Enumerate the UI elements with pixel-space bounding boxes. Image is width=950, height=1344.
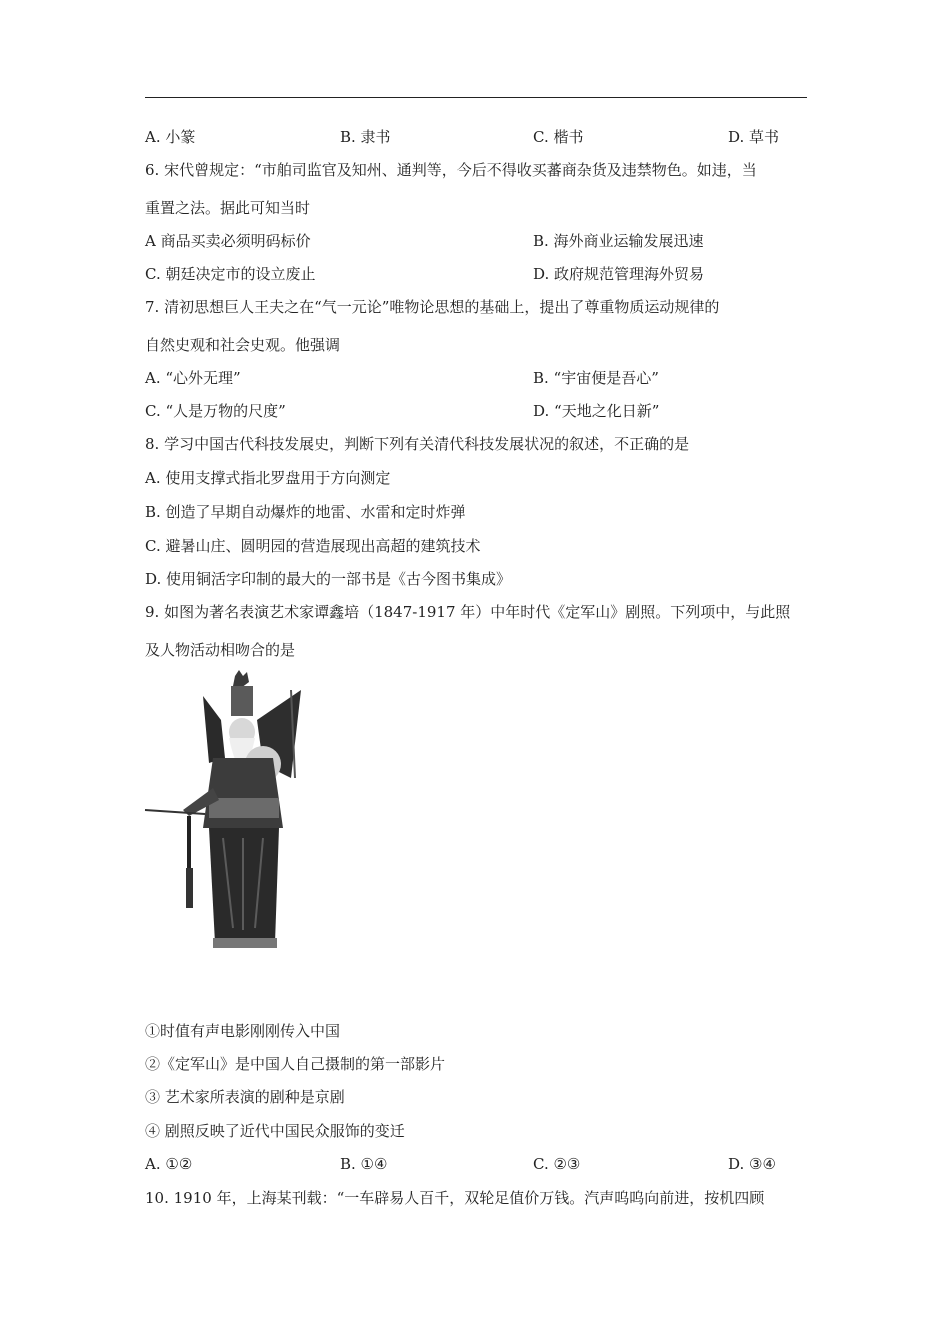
q7-option-d: D. “天地之化日新” (533, 402, 660, 420)
q9-statement-3: ③ 艺术家所表演的剧种是京剧 (145, 1088, 345, 1106)
q9-option-b: B. ①④ (340, 1155, 388, 1173)
q9-statement-1: ①时值有声电影刚刚传入中国 (145, 1022, 341, 1040)
q8-option-a: A. 使用支撑式指北罗盘用于方向测定 (145, 469, 391, 487)
q6-option-b: B. 海外商业运输发展迅速 (533, 232, 704, 250)
q9-statement-4: ④ 剧照反映了近代中国民众服饰的变迁 (145, 1122, 405, 1140)
q7-option-a: A. “心外无理” (145, 369, 241, 387)
q6-stem-line1: 6. 宋代曾规定：“市舶司监官及知州、通判等，今后不得收买蕃商杂货及违禁物色。如违，当 (145, 161, 757, 179)
q6-option-a: A 商品买卖必须明码标价 (145, 232, 311, 250)
q7-option-c: C. “人是万物的尺度” (145, 402, 286, 420)
q8-stem: 8. 学习中国古代科技发展史，判断下列有关清代科技发展状况的叙述，不正确的是 (145, 435, 690, 453)
q9-stem-line1: 9. 如图为著名表演艺术家谭鑫培（1847-1917 年）中年时代《定军山》剧照。下列项中，与此照 (145, 603, 791, 621)
q8-option-d: D. 使用铜活字印制的最大的一部书是《古今图书集成》 (145, 570, 512, 588)
q7-option-b: B. “宇宙便是吾心” (533, 369, 659, 387)
q9-statement-2: ②《定军山》是中国人自己摄制的第一部影片 (145, 1055, 446, 1073)
header-rule (145, 97, 807, 98)
q9-option-a: A. ①② (145, 1155, 193, 1173)
q6-option-c: C. 朝廷决定市的设立废止 (145, 265, 316, 283)
q9-option-d: D. ③④ (728, 1155, 776, 1173)
q7-stem-line2: 自然史观和社会史观。他强调 (145, 336, 341, 354)
q7-stem-line1: 7. 清初思想巨人王夫之在“气一元论”唯物论思想的基础上，提出了尊重物质运动规律的 (145, 298, 720, 316)
q5-option-a: A. 小篆 (145, 128, 196, 146)
q9-option-c: C. ②③ (533, 1155, 581, 1173)
opera-actor-photo (143, 668, 313, 953)
q5-option-c: C. 楷书 (533, 128, 584, 146)
q9-stem-line2: 及人物活动相吻合的是 (145, 641, 296, 659)
q5-option-d: D. 草书 (728, 128, 780, 146)
q5-option-b: B. 隶书 (340, 128, 391, 146)
q6-option-d: D. 政府规范管理海外贸易 (533, 265, 705, 283)
q10-stem-line1: 10. 1910 年，上海某刊载：“一车辟易人百千，双轮足值价万钱。汽声呜呜向前进，按机四顾 (145, 1189, 765, 1207)
q8-option-c: C. 避暑山庄、圆明园的营造展现出高超的建筑技术 (145, 537, 481, 555)
q6-stem-line2: 重置之法。据此可知当时 (145, 199, 311, 217)
q8-option-b: B. 创造了早期自动爆炸的地雷、水雷和定时炸弹 (145, 503, 466, 521)
